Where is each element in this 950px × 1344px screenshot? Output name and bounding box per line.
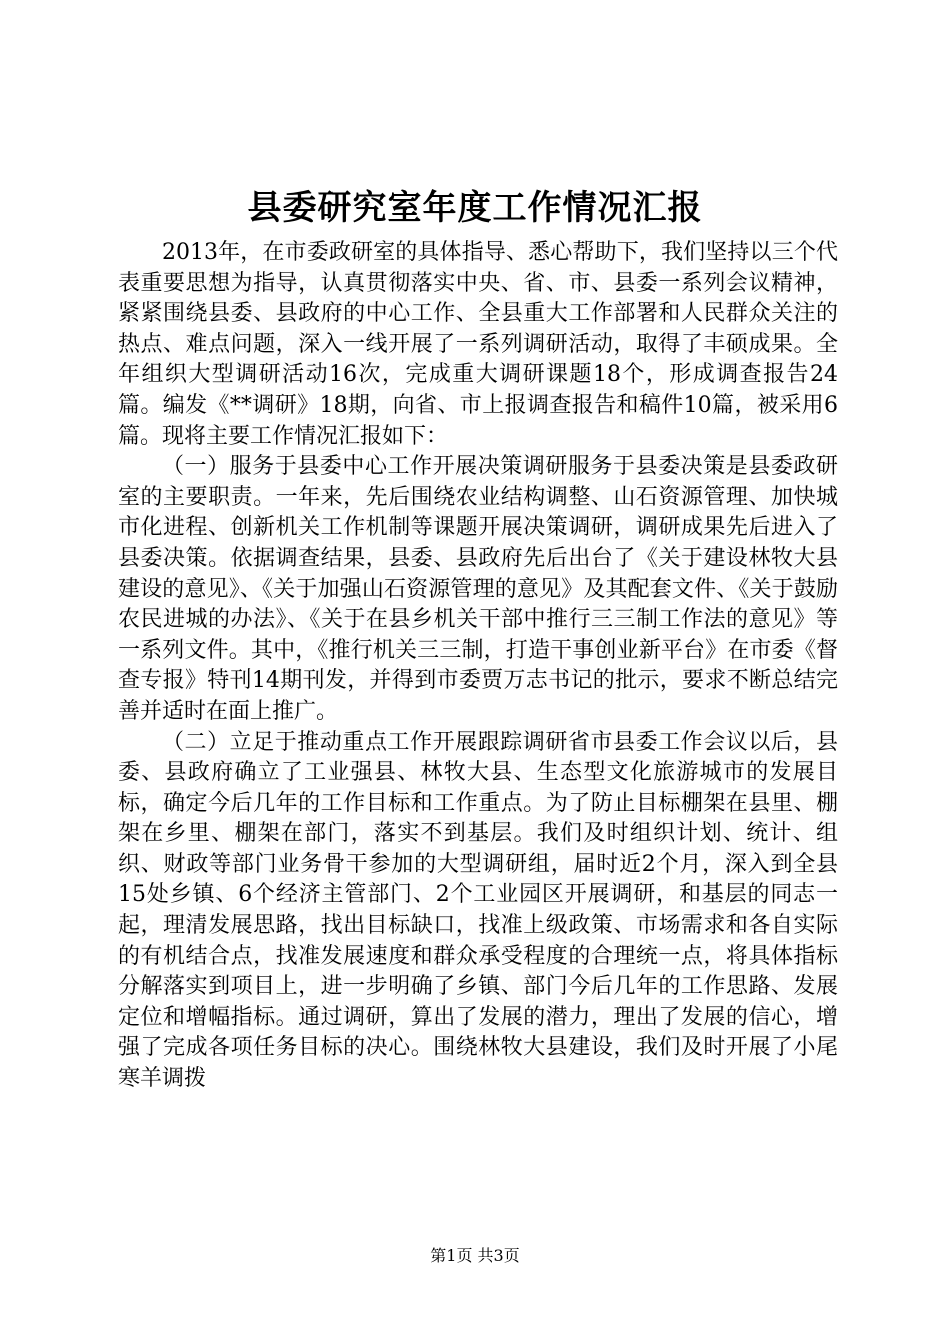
paragraph-section-1: （一）服务于县委中心工作开展决策调研服务于县委决策是县委政研室的主要职责。一年来，先后围绕农业结构调整、山石资源管理、加快城市化进程、创新机关工作机制等课题开展决策调研，调研成果先后进入了县委决策。依据调查结果，县委、县政府先后出台了《关于建设林牧大县建设的意见》、《关于加强山石资源管理的意见》及其配套文件、《关于鼓励农民进城的办法》、《关于在县乡机关干部中推行三三制工作法的意见》等一系列文件。其中，《推行机关三三制，打造干事创业新平台》在市委《督查专报》特刊14期刊发，并得到市委贾万志书记的批示，要求不断总结完善并适时在面上推广。 — [118, 454, 838, 724]
document-body — [118, 238, 838, 1095]
document-title: 县委研究室年度工作情况汇报 — [247, 188, 703, 228]
paragraph-intro: 2013年，在市委政研室的具体指导、悉心帮助下，我们坚持以三个代表重要思想为指导，认真贯彻落实中央、省、市、县委一系列会议精神，紧紧围绕县委、县政府的中心工作、全县重大工作部署和人民群众关注的热点、难点问题，深入一线开展了一系列调研活动，取得了丰硕成果。全年组织大型调研活动16次，完成重大调研课题18个，形成调查报告24篇。编发《**调研》18期，向省、市上报调查报告和稿件10篇，被采用6篇。现将主要工作情况汇报如下： — [118, 240, 838, 449]
paragraph-section-2: （二）立足于推动重点工作开展跟踪调研省市县委工作会议以后，县委、县政府确立了工业强县、林牧大县、生态型文化旅游城市的发展目标，确定今后几年的工作目标和工作重点。为了防止目标棚架在县里、棚架在乡里、棚架在部门，落实不到基层。我们及时组织计划、统计、组织、财政等部门业务骨干参加的大型调研组，届时近2个月，深入到全县15处乡镇、6个经济主管部门、2个工业园区开展调研，和基层的同志一起，理清发展思路，找出目标缺口，找准上级政策、市场需求和各自实际的有机结合点，找准发展速度和群众承受程度的合理统一点，将具体指标分解落实到项目上，进一步明确了乡镇、部门今后几年的工作思路、发展定位和增幅指标。通过调研，算出了发展的潜力，理出了发展的信心，增强了完成各项任务目标的决心。围绕林牧大县建设，我们及时开展了小尾寒羊调拨 — [118, 729, 838, 1092]
page-number: 第1页 共3页 — [430, 1246, 520, 1265]
